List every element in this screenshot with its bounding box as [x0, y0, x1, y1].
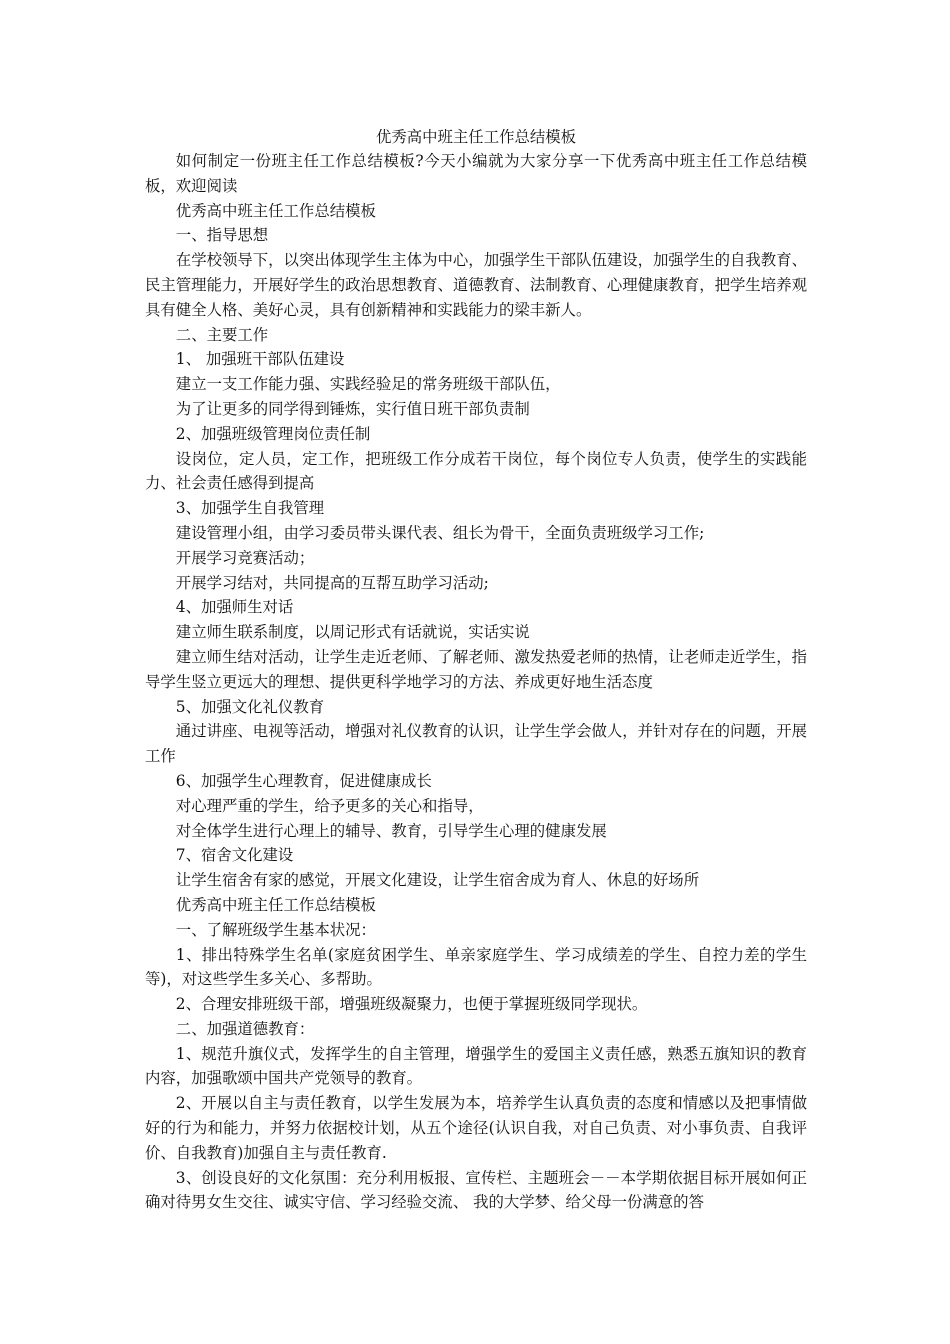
paragraph: 1、 加强班干部队伍建设 — [175, 350, 345, 369]
paragraph: 优秀高中班主任工作总结模板 — [175, 895, 376, 914]
paragraph: 二、加强道德教育： — [175, 1019, 315, 1038]
paragraph: 让学生宿舍有家的感觉，开展文化建设，让学生宿舍成为育人、休息的好场所 — [175, 871, 700, 890]
paragraph: 2、合理安排班级干部，增强班级凝聚力，也便于掌握班级同学现状。 — [175, 995, 648, 1014]
paragraph: 设岗位，定人员，定工作，把班级工作分成若干岗位，每个岗位专人负责，使学生的实践能力、社会责任感得到提高 — [145, 449, 807, 493]
paragraph: 7、宿舍文化建设 — [175, 846, 294, 865]
paragraph: 6、加强学生心理教育，促进健康成长 — [175, 771, 432, 790]
document-page — [145, 0, 807, 1344]
paragraph: 优秀高中班主任工作总结模板 — [175, 201, 376, 220]
paragraph: 如何制定一份班主任工作总结模板?今天小编就为大家分享一下优秀高中班主任工作总结模板，欢迎阅读 — [145, 152, 807, 195]
paragraph: 2、加强班级管理岗位责任制 — [175, 424, 371, 443]
paragraph: 在学校领导下，以突出体现学生主体为中心，加强学生干部队伍建设，加强学生的自我教育、民主管理能力，开展好学生的政治思想教育、道德教育、法制教育、心理健康教育，把学生培养观具有健全人格、美好心灵，具有创新精神和实践能力的梁丰新人。 — [145, 251, 807, 319]
paragraph: 对心理严重的学生，给予更多的关心和指导， — [175, 796, 484, 815]
paragraph: 3、创设良好的文化氛围：充分利用板报、宣传栏、主题班会－－本学期依据目标开展如何正确对待男女生交往、诚实守信、学习经验交流、 我的大学梦、给父母一份满意的答 — [145, 1168, 807, 1212]
paragraph: 一、了解班级学生基本状况： — [175, 920, 376, 939]
paragraph: 4、加强师生对话 — [175, 598, 294, 617]
paragraph: 建设管理小组，由学习委员带头课代表、组长为骨干，全面负责班级学习工作; — [175, 523, 705, 542]
paragraph: 3、加强学生自我管理 — [175, 499, 325, 518]
paragraph: 通过讲座、电视等活动，增强对礼仪教育的认识，让学生学会做人，并针对存在的问题，开展工作 — [145, 722, 807, 766]
paragraph: 为了让更多的同学得到锤炼，实行值日班干部负责制 — [175, 399, 530, 418]
paragraph: 二、主要工作 — [175, 325, 269, 344]
paragraph: 5、加强文化礼仪教育 — [175, 697, 325, 716]
document-body — [145, 149, 807, 1215]
paragraph: 1、排出特殊学生名单(家庭贫困学生、单亲家庭学生、学习成绩差的学生、自控力差的学生等)，对这些学生多关心、多帮助。 — [145, 945, 807, 989]
paragraph: 开展学习结对，共同提高的互帮互助学习活动; — [175, 573, 489, 592]
paragraph: 1、规范升旗仪式，发挥学生的自主管理，增强学生的爱国主义责任感，熟悉五旗知识的教育内容，加强歌颂中国共产党领导的教育。 — [145, 1044, 807, 1088]
paragraph: 开展学习竞赛活动； — [175, 548, 315, 567]
paragraph: 建立师生联系制度，以周记形式有话就说，实话实说 — [175, 623, 530, 642]
paragraph: 建立一支工作能力强、实践经验足的常务班级干部队伍， — [175, 375, 561, 394]
document-title: 优秀高中班主任工作总结模板 — [375, 128, 577, 146]
paragraph: 2、开展以自主与责任教育，以学生发展为本，培养学生认真负责的态度和情感以及把事情做好的行为和能力，并努力依据校计划，从五个途径(认识自我，对自己负责、对小事负责、自我评价、自我教育)加强自主与责任教育. — [145, 1094, 807, 1162]
paragraph: 一、指导思想 — [175, 226, 269, 245]
paragraph: 建立师生结对活动，让学生走近老师、了解老师、激发热爱老师的热情，让老师走近学生，指导学生竖立更远大的理想、提供更科学地学习的方法、养成更好地生活态度 — [145, 647, 807, 691]
paragraph: 对全体学生进行心理上的辅导、教育，引导学生心理的健康发展 — [175, 821, 607, 840]
